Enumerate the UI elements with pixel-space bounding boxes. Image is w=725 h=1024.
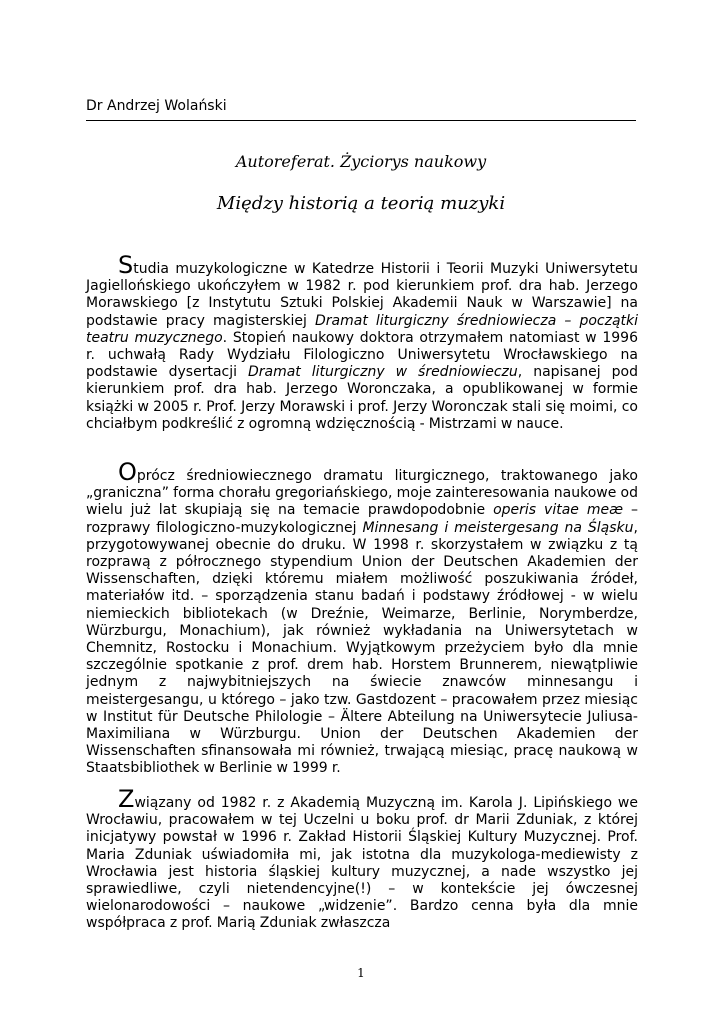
author-header: Dr Andrzej Wolański xyxy=(86,98,227,114)
header-rule xyxy=(86,120,636,121)
paragraph-text: tudia muzykologiczne w Katedrze Historii i Teorii Muzyki Uniwersytetu Jagiellońskiego ukończyłem w 1982 r. pod kierunkiem prof. dra hab. Jerzego Morawskiego [z Instytutu Sztuki Polskiej Akademii Nauk w Warszawie] na podstawie pracy magisterskiej xyxy=(86,261,638,329)
paragraph-text: , napisanej pod kierunkiem prof. dra hab. Jerzego Woronczaka, a opublikowanej w formie książki w 2005 r. Prof. Jerzy Morawski i prof. Jerzy Woronczak stali się moimi, co chciałbym podkreślić z ogromną wdzięcznością - Mistrzami w nauce. xyxy=(86,364,638,432)
document-title: Autoreferat. Życiorys naukowy xyxy=(235,152,487,171)
paragraph-text: . Stopień naukowy doktora otrzymałem natomiast w 1996 r. uchwałą Rady Wydziału Filologiczno Uniwersytetu Wrocławskiego na podstawie dysertacji xyxy=(86,329,638,381)
paragraph-2 xyxy=(86,458,638,778)
page-number: 1 xyxy=(357,966,365,980)
paragraph-1 xyxy=(86,251,639,433)
italic-title-text: Dramat liturgiczny w średniowieczu xyxy=(247,364,518,381)
document-subtitle: Między historią a teorią muzyki xyxy=(216,193,506,214)
paragraph-text: , przygotowywanej obecnie do druku. W 1998 r. skorzystałem w związku z tą rozprawą z półrocznego stypendium Union der Deutschen Akademien der Wissenschaften, dzięki któremu miałem możliwość poszukiwania źródeł, materiałów itd. – sporządzenia stanu badań i podstawy źródłowej - w wielu niemieckich bibliotekach (w Dreźnie, Weimarze, Berlinie, Norymberdze, Würzburgu, Monachium), jak również wykładania na Uniwersytetach w Chemnitz, Rostocku i Monachium. Wyjątkowym przeżyciem było dla mnie szczególnie spotkanie z prof. drem hab. Horstem Brunnerem, niewątpliwie jednym z najwybitniejszych na świecie znawców minnesangu i meistergesangu, u którego – jako tzw. Gastdozent – pracowałem przez miesiąc w Institut für Deutsche Philologie – Ältere Abteilung na Uniwersytecie Juliusa-Maximiliana w Würzburgu. Union der Deutschen Akademien der Wissenschaften sfinansowała mi również, trwającą miesiąc, pracę naukową w Staatsbibliothek w Berlinie w 1999 r. xyxy=(86,519,638,777)
italic-title-text: Minnesang i meistergesang na Śląsku xyxy=(362,519,634,536)
paragraph-text: – rozprawy filologiczno-muzykologicznej xyxy=(86,502,638,536)
initial-letter: O xyxy=(118,458,137,486)
initial-letter: Z xyxy=(118,785,135,813)
italic-title-text: operis vitae meæ xyxy=(493,502,624,519)
paragraph-text: wiązany od 1982 r. z Akademią Muzyczną im. Karola J. Lipińskiego we Wrocławiu, pracowałem w tej Uczelni u boku prof. dr Marii Zduniak, z której inicjatywy powstał w 1996 r. Zakład Historii Śląskiej Kultury Muzycznej. Prof. Maria Zduniak uświadomiła mi, jak istotna dla muzykologa-mediewisty z Wrocławia jest historia śląskiej kultury muzycznej, a nade wszystko jej sprawiedliwe, czyli nietendencyjne(!) – w kontekście jej ówczesnej wielonarodowości – naukowe „widzenie”. Bardzo cenna była dla mnie współpraca z prof. Marią Zduniak zwłaszcza xyxy=(86,795,638,932)
paragraph-3 xyxy=(86,785,638,933)
paragraph-text: prócz średniowiecznego dramatu liturgicznego, traktowanego jako „graniczna” forma chorału gregoriańskiego, moje zainteresowania naukowe od wielu już lat skupiają się na temacie prawdopodobnie xyxy=(86,468,638,519)
initial-letter: S xyxy=(118,251,134,279)
italic-title-text: Dramat liturgiczny średniowiecza – początki teatru muzycznego xyxy=(86,312,639,346)
